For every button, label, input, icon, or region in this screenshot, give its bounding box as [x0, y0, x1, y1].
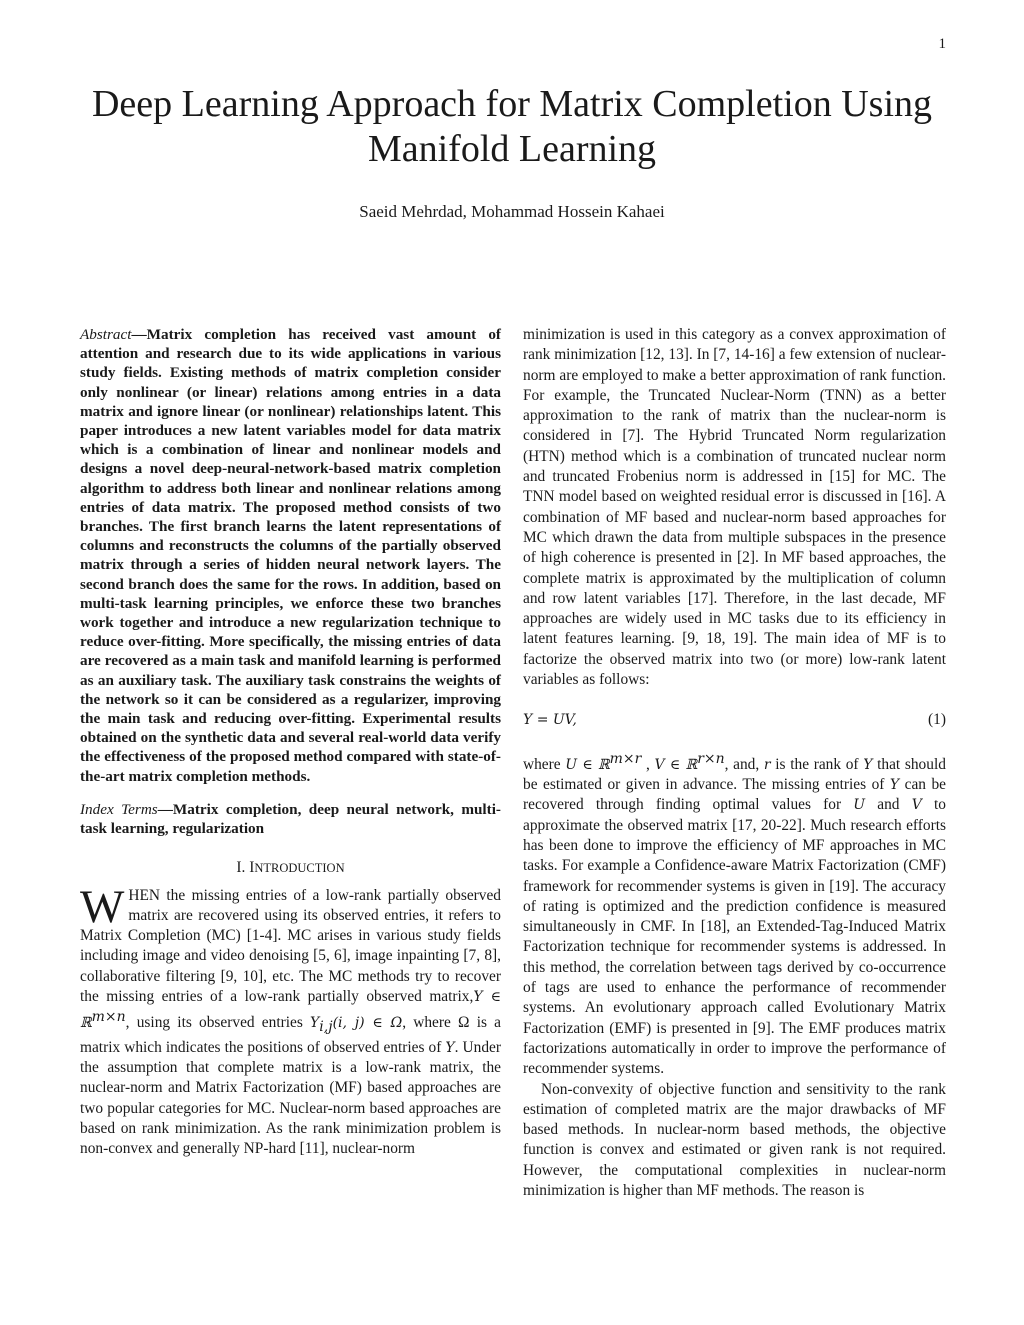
section-heading-introduction: [80, 858, 501, 878]
index-terms-label: Index Terms: [80, 800, 158, 818]
abstract-dash: —: [131, 326, 147, 343]
index-terms: [80, 800, 501, 838]
math-y-in-r: Y ∈ ℝ: [80, 989, 501, 1032]
intro-text-1: HEN the missing entries of a low-rank partially observed matrix are recovered using its observed entries, it refers to Matrix Completion (MC) [1-4]. MC arises in various study fields including image and video denoising [5, 6], image inpainting [7, 8], collaborative filtering [9, 10], etc. The MC methods try to recover the missing entries of a low-rank partially observed matrix,: [80, 886, 501, 1006]
equation-1: [523, 710, 946, 730]
text-span: , and,: [724, 755, 760, 773]
text-span: is the rank of: [775, 755, 859, 773]
text-span: can be recovered through finding optimal values for: [523, 776, 946, 814]
math-y: Y: [863, 756, 873, 773]
abstract-label: Abstract: [80, 326, 132, 343]
equation-body: Y = UV,: [523, 712, 577, 729]
math-y: Y: [445, 1039, 455, 1056]
math-superscript: m×r: [609, 750, 642, 767]
page-number: 1: [938, 36, 946, 52]
math-u-in-r: U ∈ ℝ: [565, 756, 610, 773]
text-span: and: [877, 796, 900, 814]
intro-text-4: . Under the assumption that complete matrix is a low-rank matrix, the nuclear-norm and Matrix Factorization (MF) based approaches are two popular categories for MC. Nuclear-norm based approaches are based on rank minimization. As the rank minimization problem is non-convex and generally NP-hard [11], nuclear-norm: [80, 1038, 501, 1158]
paper-title: Deep Learning Approach for Matrix Completion Using Manifold Learning: [91, 83, 933, 170]
math-index-set: (i, j) ∈ Ω: [332, 1015, 403, 1032]
intro-paragraph: [80, 880, 502, 1160]
math-v: V: [911, 797, 922, 814]
index-terms-text: Matrix completion, deep neural network, multi-task learning, regularization: [80, 800, 501, 838]
math-y-entry: Y: [310, 1015, 320, 1032]
left-column: [80, 325, 501, 1160]
intro-text-3: , where Ω is a matrix which indicates the positions of observed entries of: [80, 1014, 502, 1056]
equation-number: (1): [928, 711, 946, 729]
math-r: r: [763, 756, 771, 773]
body-paragraph: minimization is used in this category as a convex approximation of rank minimization [12, 13]. In [7, 14-16] a few extension of nuclear-norm are employed to make a better approximation of rank function. For example, the Truncated Nuclear-Norm (TNN) as a better approximation to the rank of matrix than the nuclear-norm is considered in [7]. The Hybrid Truncated Norm regularization (HTN) method which is a combination of truncated nuclear norm and truncated Frobenius norm is addressed in [15] for MC. The TNN model based on weighted residual error is discussed in [16]. A combination of MF based and nuclear-norm based approaches for MC which drawn the data from multiple subspaces in the presence of high coherence is presented in [2]. In MF based approaches, the complete matrix is approximated by the multiplication of column and row latent variables [17]. Therefore, in the last decade, MF approaches are widely used in MC tasks due to its efficiency in latent features learning. [9, 18, 19]. The main idea of MF is to factorize the observed matrix into two (or more) low-rank latent variables as follows:: [523, 326, 946, 689]
body-paragraph: [523, 749, 946, 1080]
body-paragraph: Non-convexity of objective function and sensitivity to the rank estimation of completed matrix are the major drawbacks of MF based methods. In nuclear-norm based methods, the objective function is convex and estimated or given rank is not required. However, the computational complexities in nuclear-norm minimization is higher than MF methods. The reason is: [523, 1080, 946, 1199]
section-title-rest: NTRODUCTION: [254, 861, 345, 876]
text-span: ,: [646, 755, 650, 773]
text-span: to approximate the observed matrix [17, 20-22]. Much research efforts has been done to improve the efficiency of MF approaches in MC tasks. For example a Confidence-aware Matrix Factorization (CMF) framework for recommender systems is given in [19]. The accuracy of rating is optimized and the prediction confidence is measured simultaneously in CMF. In [18], an Extended-Tag-Induced Matrix Factorization technique for recommender systems is addressed. In this method, the correlation between tags derived by co-occurrence of tags are used to enhance the performance of recommender systems. An evolutionary approach called Evolutionary Matrix Factorization (EMF) is presented in [9]. The EMF produces matrix factorizations automatically in order to improve the performance of recommender systems.: [523, 796, 946, 1078]
math-u: U: [853, 797, 866, 814]
right-column: [523, 325, 946, 1201]
text-span: that should be estimated or given in advance. The missing entries of: [523, 755, 946, 794]
math-y: Y: [889, 777, 900, 794]
section-first-letter: I: [249, 859, 255, 877]
math-superscript: m×n: [91, 1009, 126, 1026]
index-terms-dash: —: [157, 800, 173, 818]
text-span: where: [523, 755, 561, 773]
math-v-in-r: V ∈ ℝ: [654, 756, 698, 773]
math-subscript: i,j: [319, 1019, 333, 1036]
abstract-text: Matrix completion has received vast amount of attention and research due to its wide applications in various study fields. Existing methods of matrix completion consider only nonlinear (or linear) relations among entries in a data matrix and ignore linear (or nonlinear) relationships latent. This paper introduces a new latent variables model for data matrix which is a combination of linear and nonlinear models and designs a novel deep-neural-network-based matrix completion algorithm to address both linear and nonlinear relations among entries of data matrix. The proposed method consists of two branches. The first branch learns the latent representations of columns and reconstructs the columns of the partially observed matrix through a series of hidden neural network layers. The second branch does the same for the rows. In addition, based on multi-task learning principles, we enforce these two branches work together and introduce a new regularization technique to reduce over-fitting. More specifically, the missing entries of data are recovered as a main task and manifold learning is performed as an auxiliary task. The auxiliary task constrains the weights of the network so it can be considered as a regularizer, improving the main task and reducing over-fitting. Experimental results obtained on the synthetic data and several real-world data verify the effectiveness of the proposed method compared with state-of-the-art matrix completion methods.: [80, 326, 501, 785]
drop-cap: W: [80, 880, 125, 933]
intro-text-2: , using its observed entries: [125, 1014, 303, 1032]
abstract: [80, 325, 501, 786]
math-superscript: r×n: [697, 750, 725, 767]
section-numeral: I.: [236, 859, 246, 877]
author-list: Saeid Mehrdad, Mohammad Hossein Kahaei: [359, 202, 665, 221]
